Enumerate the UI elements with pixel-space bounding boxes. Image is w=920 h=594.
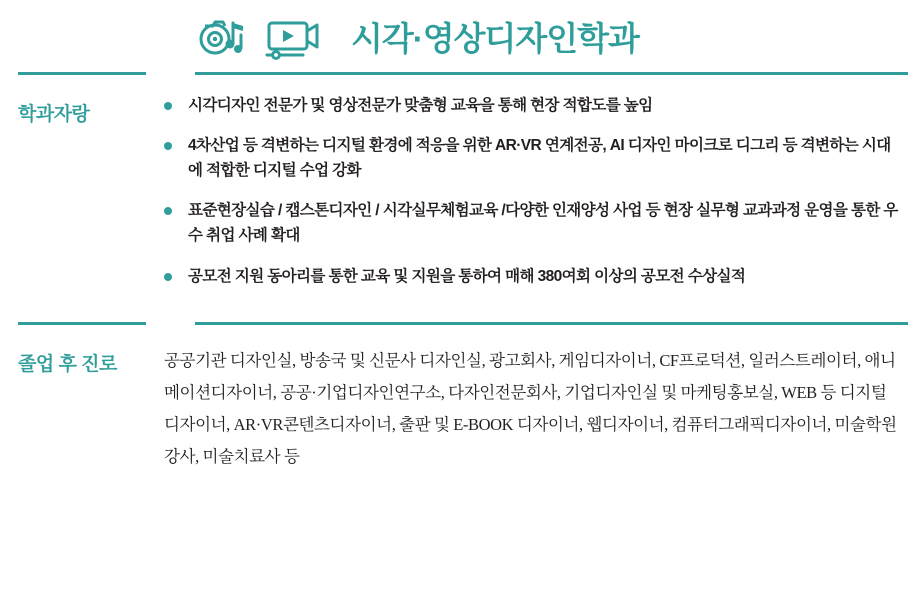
section-department-highlights [0,75,920,308]
list-item [164,264,898,289]
spacer [0,308,920,322]
video-play-icon [263,15,321,61]
section-label-career: 졸업 후 진로 [18,353,117,375]
section-content-career [164,325,920,474]
page-title: 시각·영상디자인학과 [351,19,639,57]
page-header [0,0,920,72]
list-item [164,198,898,248]
bullet-dot-icon [164,207,172,215]
bullet-dot-icon [164,102,172,110]
camera-music-icon [195,15,249,61]
list-item [164,93,898,118]
list-item-text: 4차산업 등 격변하는 디지털 환경에 적응을 위한 AR·VR 연계전공, AI 디자인 마이크로 디그리 등 격변하는 시대에 적합한 디지털 수업 강화 [188,137,891,180]
header-icon-group [195,15,321,61]
section-content-highlights [164,75,920,308]
section-career-paths [0,325,920,474]
list-item-text: 시각디자인 전문가 및 영상전문가 맞춤형 교육을 통해 현장 적합도를 높임 [188,97,653,114]
career-paragraph: 공공기관 디자인실, 방송국 및 신문사 디자인실, 광고회사, 게임디자이너, CF프로덕션, 일러스트레이터, 애니메이션디자이너, 공공·기업디자인연구소, 다자인전문회사, 기업디자인실 및 마케팅홍보실, WEB 등 디지털디자이너, AR·VR콘텐츠디자이너, 출판 및 E-BOOK 디자이너, 웹디자이너, 컴퓨터그래픽디자이너, 미술학원 강사, 미술치료사 등 [164,350,897,467]
highlights-list [164,75,898,308]
section-label-highlights: 학과자랑 [18,104,90,125]
list-item [164,133,898,183]
bullet-dot-icon [164,273,172,281]
bullet-dot-icon [164,142,172,150]
list-item-text: 표준현장실습 / 캡스톤디자인 / 시각실무체험교육 /다양한 인재양성 사업 등 현장 실무형 교과과정 운영을 통한 우수 취업 사례 확대 [188,202,898,245]
list-item-text: 공모전 지원 동아리를 통한 교육 및 지원을 통하여 매해 380여회 이상의 공모전 수상실적 [188,267,746,285]
